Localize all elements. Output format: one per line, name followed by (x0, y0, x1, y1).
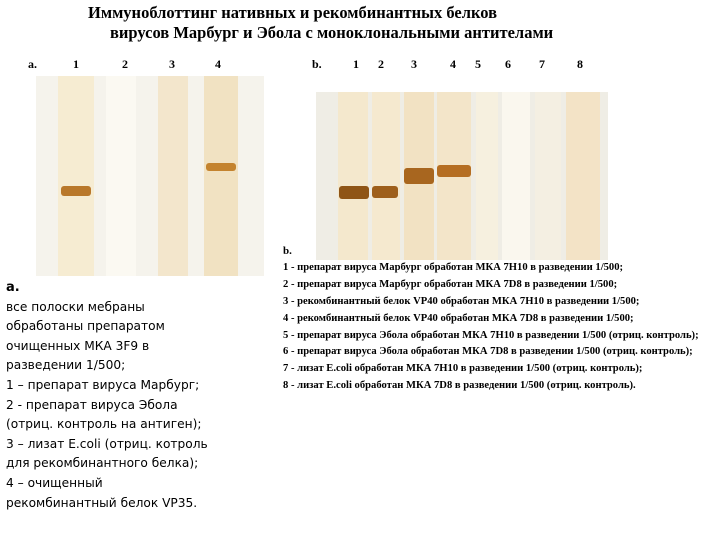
membrane-strip (204, 76, 238, 276)
blot-image-a (36, 76, 264, 276)
panel-b-lane-header (312, 57, 612, 73)
membrane-strip (566, 92, 600, 260)
antigen-band (339, 186, 369, 199)
lane-label: 3 (169, 57, 175, 71)
antigen-band (404, 168, 434, 184)
legend-a-line: для рекомбинантного белка); (6, 456, 199, 471)
legend-a-title: a. (6, 280, 20, 295)
legend-a-line: 2 - препарат вируса Эбола (6, 397, 178, 412)
blot-image-b (316, 92, 608, 260)
lane-label: 1 (353, 57, 359, 71)
membrane-strip (372, 92, 400, 260)
legend-b-item: 6 - препарат вируса Эбола обработан МКА 7D8 в разведении 1/500 (отриц. контроль); (283, 346, 693, 358)
antigen-band (61, 186, 91, 196)
lane-label: 6 (505, 57, 511, 71)
lane-label: 5 (475, 57, 481, 71)
lane-label: 2 (122, 57, 128, 71)
legend-panel-a (6, 278, 268, 513)
legend-a-line: разведении 1/500; (6, 358, 126, 373)
legend-b-item: 7 - лизат E.coli обработан МКА 7H10 в разведении 1/500 (отриц. контроль); (283, 363, 643, 375)
legend-b-item: 5 - препарат вируса Эбола обработан МКА 7H10 в разведении 1/500 (отриц. контроль); (283, 329, 699, 341)
lane-label: 4 (450, 57, 456, 71)
lane-label: 2 (378, 57, 384, 71)
lane-label: 7 (539, 57, 545, 71)
panel-b-letter: b. (312, 57, 322, 71)
legend-b-item: 8 - лизат E.coli обработан МКА 7D8 в разведении 1/500 (отриц. контроль). (283, 380, 636, 392)
membrane-strip (58, 76, 94, 276)
legend-a-line: очищенных МКА 3F9 в (6, 338, 150, 353)
membrane-strip (502, 92, 530, 260)
legend-b-item: 4 - рекомбинантный белок VP40 обработан МКА 7D8 в разведении 1/500; (283, 312, 634, 324)
lane-label: 1 (73, 57, 79, 71)
membrane-strip (338, 92, 368, 260)
lane-label: 3 (411, 57, 417, 71)
membrane-strip (476, 92, 498, 260)
legend-b-title: b. (283, 245, 292, 257)
legend-a-line: рекомбинантный белок VP35. (6, 495, 198, 510)
legend-a-line: обработаны препаратом (6, 319, 165, 334)
legend-b-item: 1 - препарат вируса Марбург обработан МКА 7H10 в разведении 1/500; (283, 261, 624, 273)
legend-panel-b (283, 243, 713, 395)
membrane-strip (535, 92, 561, 260)
membrane-strip (106, 76, 136, 276)
legend-b-item: 3 - рекомбинантный белок VP40 обработан МКА 7H10 в разведении 1/500; (283, 295, 640, 307)
membrane-strip (437, 92, 471, 260)
legend-a-line: 1 – препарат вируса Марбург; (6, 377, 200, 392)
lane-label: 4 (215, 57, 221, 71)
title-line-1: Иммуноблоттинг нативных и рекомбинантных белков (88, 3, 498, 22)
membrane-strip (158, 76, 188, 276)
antigen-band (206, 163, 236, 171)
legend-a-line: все полоски мебраны (6, 299, 145, 314)
legend-a-line: (отриц. контроль на антиген); (6, 417, 202, 432)
panel-a-letter: a. (28, 57, 37, 71)
panel-a-lane-header (28, 57, 258, 73)
lane-label: 8 (577, 57, 583, 71)
antigen-band (437, 165, 471, 177)
legend-a-line: 4 – очищенный (6, 475, 103, 490)
legend-b-item: 2 - препарат вируса Марбург обработан МКА 7D8 в разведении 1/500; (283, 278, 618, 290)
title-line-2: вирусов Марбург и Эбола с моноклональными антителами (110, 23, 554, 42)
membrane-strip (404, 92, 434, 260)
antigen-band (372, 186, 398, 198)
legend-a-line: 3 – лизат E.coli (отриц. котроль (6, 436, 208, 451)
